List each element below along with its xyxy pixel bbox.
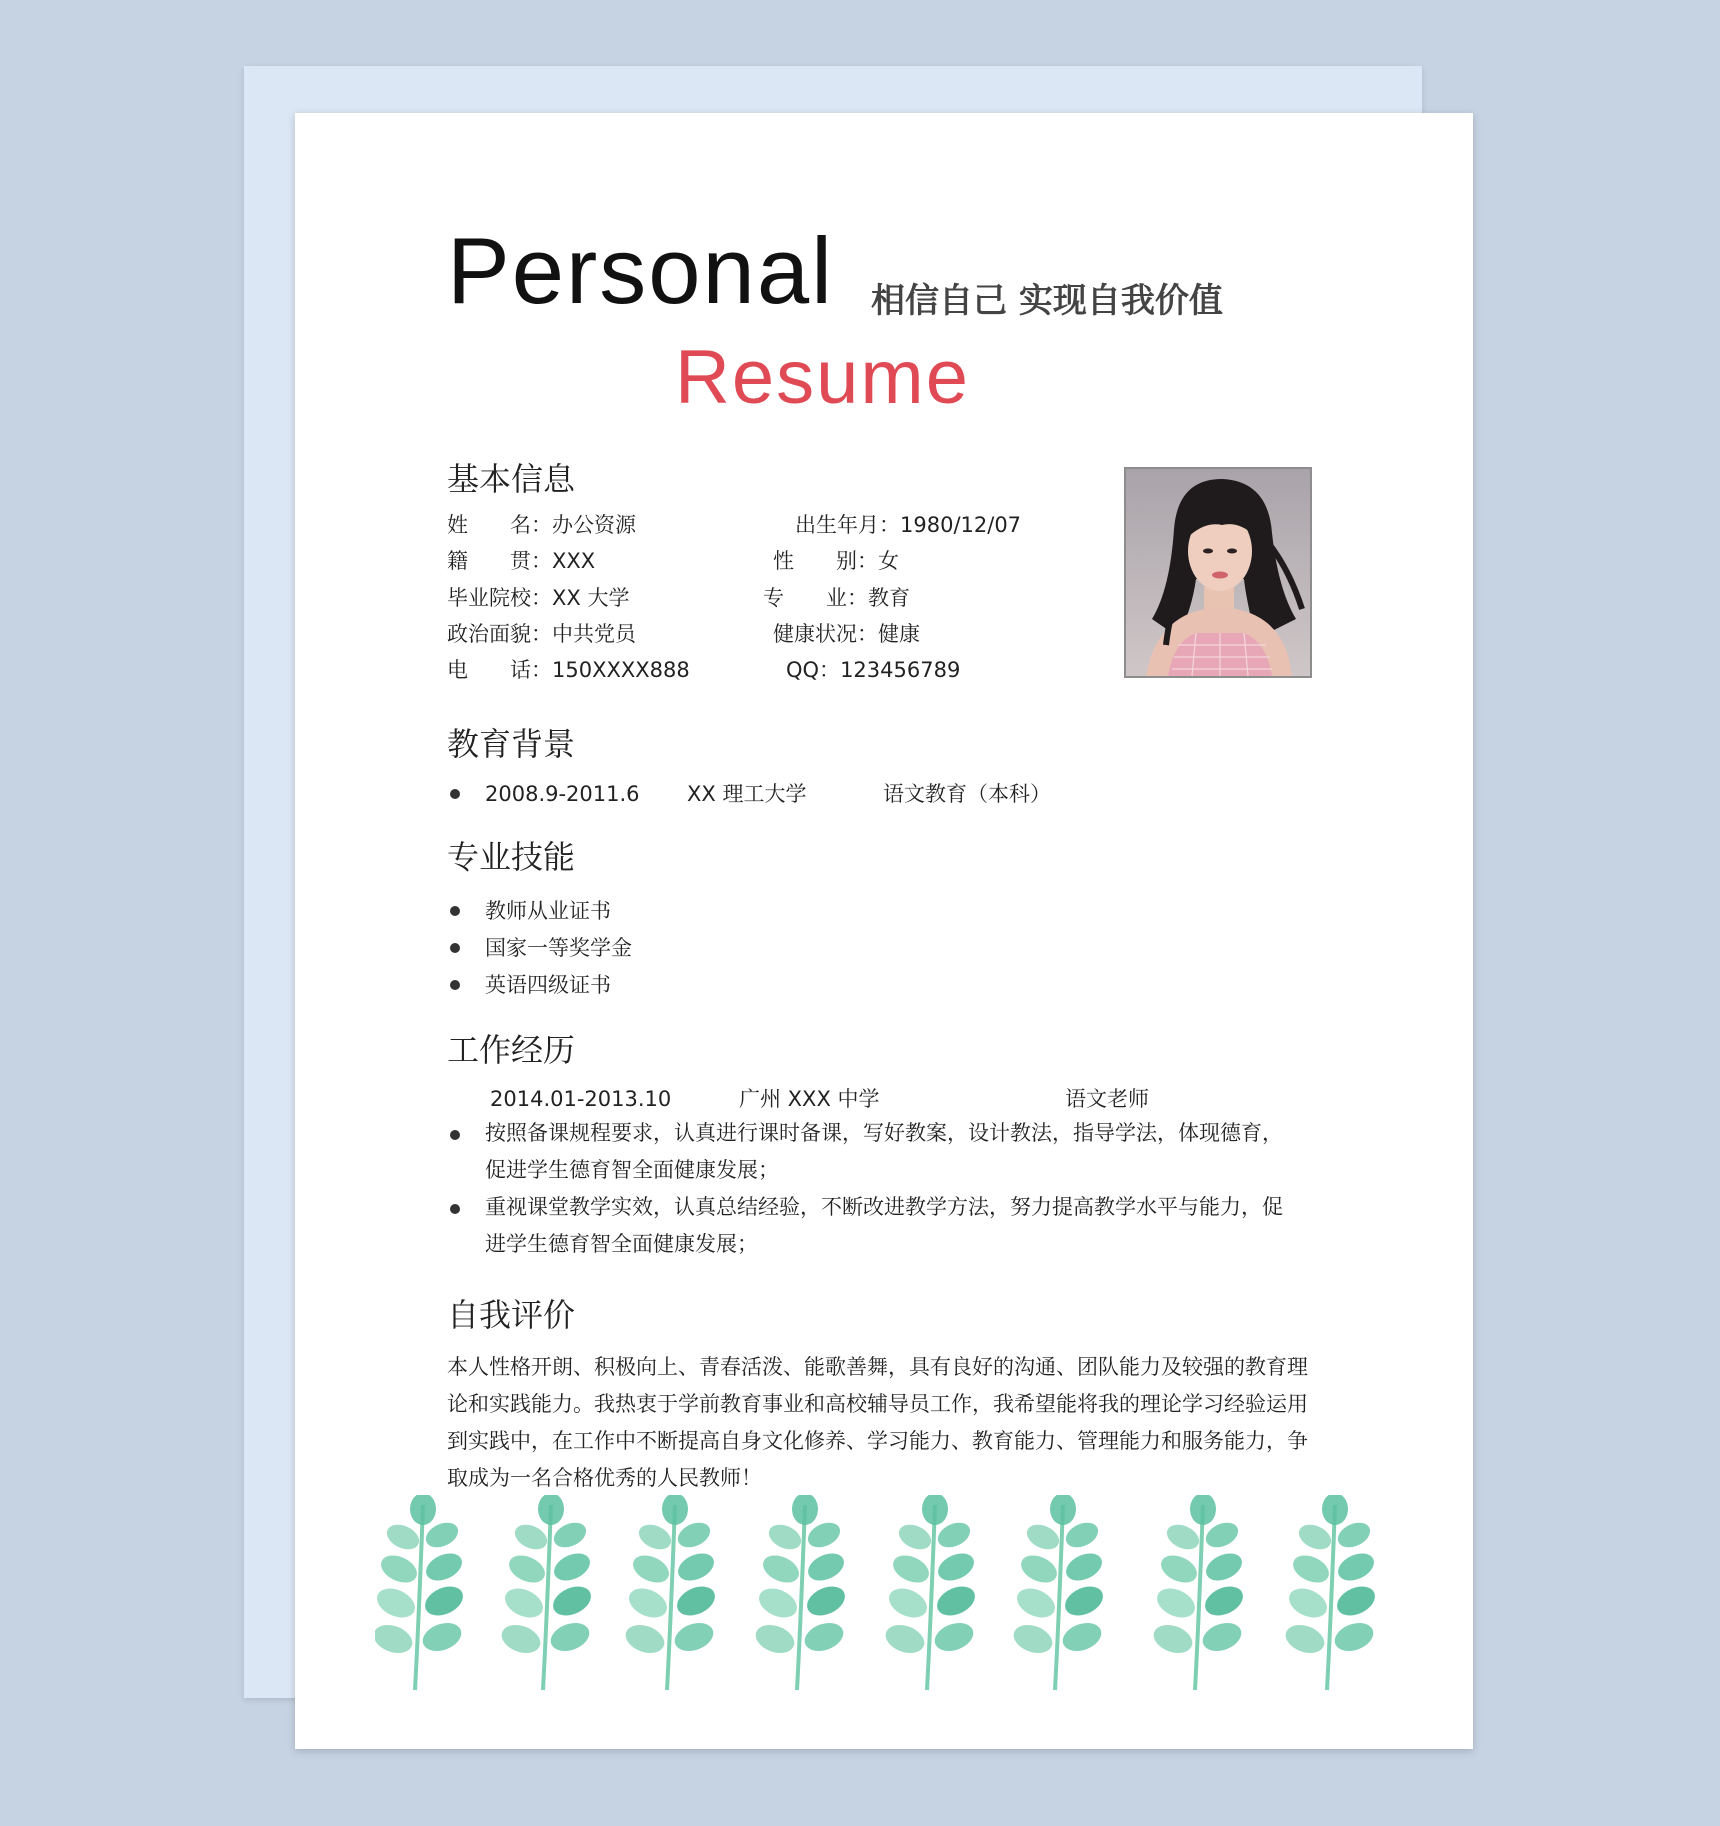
bullet-icon bbox=[450, 906, 460, 916]
gender-value: 女 bbox=[878, 549, 899, 573]
leaf-sprig-icon bbox=[752, 1495, 850, 1690]
self-eval-line: 取成为一名合格优秀的人民教师！ bbox=[447, 1466, 762, 1490]
skill-item: 教师从业证书 bbox=[485, 899, 611, 923]
work-duty bbox=[485, 1189, 1335, 1263]
work-period: 2014.01-2013.10 bbox=[490, 1087, 672, 1111]
leaf-sprig-icon bbox=[622, 1495, 720, 1690]
resume-page bbox=[295, 113, 1473, 1749]
leaf-decoration bbox=[375, 1495, 1395, 1695]
title-slogan: 相信自己 实现自我价值 bbox=[871, 281, 1223, 321]
leaf-sprig-icon bbox=[498, 1495, 596, 1690]
self-eval-text bbox=[447, 1349, 1327, 1497]
qq-value: 123456789 bbox=[840, 658, 961, 682]
leaf-sprig-icon bbox=[1282, 1495, 1380, 1690]
self-eval-line: 论和实践能力。我热衷于学前教育事业和高校辅导员工作，我希望能将我的理论学习经验运用 bbox=[447, 1392, 1308, 1416]
education-school: XX 理工大学 bbox=[687, 782, 807, 806]
skill-item: 国家一等奖学金 bbox=[485, 936, 632, 960]
health-value: 健康 bbox=[878, 622, 920, 646]
birth-value: 1980/12/07 bbox=[900, 513, 1022, 537]
qq-label: QQ： bbox=[786, 658, 841, 682]
major-value: 教育 bbox=[868, 586, 910, 610]
origin-row bbox=[447, 547, 595, 575]
title-personal: Personal bbox=[447, 218, 834, 323]
school-value: XX 大学 bbox=[552, 586, 630, 610]
phone-label: 电 话： bbox=[447, 658, 552, 682]
self-eval-line: 本人性格开朗、积极向上、青春活泼、能歌善舞，具有良好的沟通、团队能力及较强的教育理 bbox=[447, 1355, 1308, 1379]
leaf-sprig-icon bbox=[375, 1495, 468, 1690]
education-heading: 教育背景 bbox=[447, 725, 576, 763]
work-duty-line: 进学生德育智全面健康发展； bbox=[485, 1232, 758, 1256]
phone-row bbox=[447, 656, 690, 684]
name-value: 办公资源 bbox=[552, 513, 636, 537]
portrait-image bbox=[1126, 469, 1310, 676]
politics-value: 中共党员 bbox=[552, 622, 636, 646]
work-company: 广州 XXX 中学 bbox=[739, 1087, 880, 1111]
work-duty-line: 重视课堂教学实效，认真总结经验，不断改进教学方法，努力提高教学水平与能力，促 bbox=[485, 1195, 1283, 1219]
bullet-icon bbox=[450, 980, 460, 990]
phone-value: 150XXXX888 bbox=[552, 658, 690, 682]
bullet-icon bbox=[450, 789, 460, 799]
profile-photo bbox=[1124, 467, 1312, 678]
qq-row bbox=[786, 656, 960, 684]
origin-label: 籍 贯： bbox=[447, 549, 552, 573]
leaf-sprig-icon bbox=[1150, 1495, 1248, 1690]
skills-heading: 专业技能 bbox=[447, 838, 576, 876]
gender-row bbox=[773, 547, 899, 575]
bullet-icon bbox=[450, 1204, 460, 1214]
name-label: 姓 名： bbox=[447, 513, 552, 537]
education-degree: 语文教育（本科） bbox=[883, 782, 1051, 806]
major-row bbox=[763, 584, 910, 612]
work-duty-line: 促进学生德育智全面健康发展； bbox=[485, 1158, 779, 1182]
self-eval-line: 到实践中，在工作中不断提高自身文化修养、学习能力、教育能力、管理能力和服务能力，争 bbox=[447, 1429, 1308, 1453]
bullet-icon bbox=[450, 1130, 460, 1140]
education-period: 2008.9-2011.6 bbox=[485, 782, 640, 806]
work-heading: 工作经历 bbox=[447, 1031, 576, 1069]
work-duty bbox=[485, 1115, 1335, 1189]
politics-label: 政治面貌： bbox=[447, 622, 552, 646]
health-row bbox=[773, 620, 920, 648]
politics-row bbox=[447, 620, 636, 648]
skill-item: 英语四级证书 bbox=[485, 973, 611, 997]
birth-row bbox=[795, 511, 1021, 539]
origin-value: XXX bbox=[552, 549, 596, 573]
major-label: 专 业： bbox=[763, 586, 868, 610]
title-resume: Resume bbox=[675, 335, 970, 420]
school-label: 毕业院校： bbox=[447, 586, 552, 610]
name-row bbox=[447, 511, 636, 539]
work-duty-line: 按照备课规程要求，认真进行课时备课，写好教案，设计教法，指导学法，体现德育， bbox=[485, 1121, 1283, 1145]
work-position: 语文老师 bbox=[1065, 1087, 1149, 1111]
self-eval-heading: 自我评价 bbox=[447, 1296, 576, 1334]
leaf-sprig-icon bbox=[1010, 1495, 1108, 1690]
basic-info-heading: 基本信息 bbox=[447, 460, 576, 498]
bullet-icon bbox=[450, 943, 460, 953]
health-label: 健康状况： bbox=[773, 622, 878, 646]
birth-label: 出生年月： bbox=[795, 513, 900, 537]
leaf-sprig-icon bbox=[882, 1495, 980, 1690]
gender-label: 性 别： bbox=[773, 549, 878, 573]
school-row bbox=[447, 584, 629, 612]
